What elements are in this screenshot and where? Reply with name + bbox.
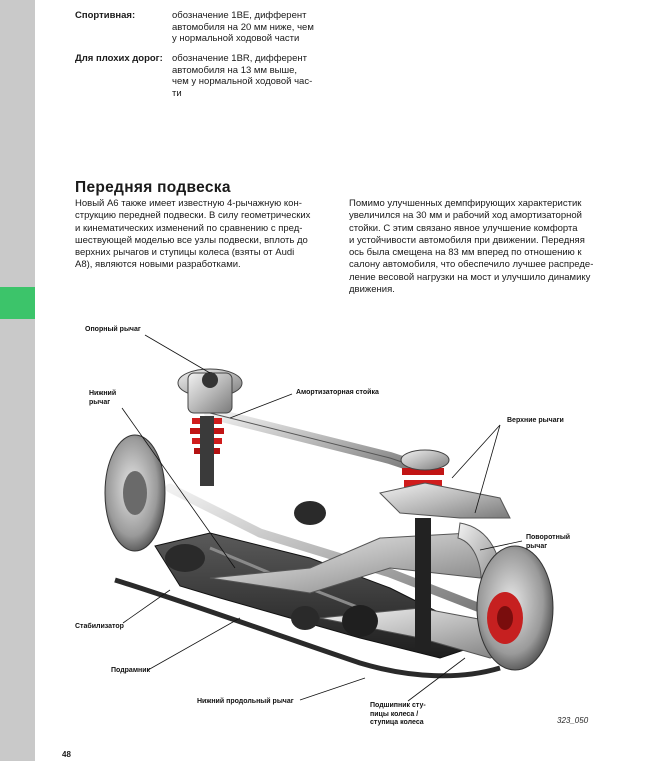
suspension-drawing	[60, 318, 635, 748]
label-line: Нижний	[89, 390, 117, 397]
paragraph-left	[75, 198, 323, 272]
spec-line: обозначение 1BE, дифферент	[172, 10, 307, 21]
text-line: верхних рычагов и ступицы колеса (взяты от Audi	[75, 247, 295, 259]
label-support-arm: Опорный рычаг	[85, 326, 141, 333]
label-steering-arm	[526, 534, 570, 551]
text-line: и кинематических изменений по сравнению с пред-	[75, 222, 303, 234]
chapter-tab	[0, 287, 35, 319]
text-line: шествующей моделью все узлы подвески, вплоть до	[75, 234, 308, 246]
label-subframe: Подрамник	[111, 667, 151, 674]
label-line: Поворотный	[526, 534, 571, 541]
text-line: Новый A6 также имеет известную 4-рычажную кон-	[75, 198, 302, 209]
text-line: Помимо улучшенных демпфирующих характеристик	[349, 198, 582, 209]
label-lower-long-arm: Нижний продольный рычаг	[197, 698, 294, 705]
figure-number: 323_050	[557, 716, 589, 725]
section-heading: Передняя подвеска	[75, 179, 231, 196]
spec-line: ти	[172, 87, 182, 99]
label-line: рычаг	[89, 398, 111, 406]
text-line: струкцию передней подвески. В силу геометрических	[75, 210, 311, 222]
text-line: стойки. С этим связано явное улучшение комфорта	[349, 222, 578, 234]
spec-key: Для плохих дорог:	[75, 53, 163, 64]
label-line: ступица колеса	[370, 719, 424, 726]
page-side-strip	[0, 0, 35, 761]
spec-line: автомобиля на 20 мм ниже, чем	[172, 21, 314, 33]
spec-line: чем у нормальной ходовой час-	[172, 76, 313, 87]
label-stabilizer: Стабилизатор	[75, 623, 124, 630]
text-line: A8), являются новыми разработками.	[75, 259, 241, 271]
paragraph-right	[349, 198, 607, 296]
label-hub-bearing	[370, 702, 426, 728]
text-line: ление весовой нагрузки на мост и улучшило динамику	[349, 271, 591, 283]
spec-key: Спортивная:	[75, 10, 136, 21]
text-line: ось была смещена на 83 мм вперед по отношению к	[349, 247, 582, 259]
spec-value	[172, 10, 322, 45]
spec-line: обозначение 1BR, дифферент	[172, 53, 307, 64]
page-number: 48	[62, 750, 71, 759]
right-strut	[415, 518, 431, 648]
label-line: Подшипник сту-	[370, 702, 426, 709]
text-line: и устойчивости автомобиля при движении. Передняя	[349, 234, 585, 246]
text-line: увеличился на 30 мм и рабочий ход амортизаторной	[349, 210, 582, 222]
text-line: салону автомобиля, что обеспечило лучшее распреде-	[349, 259, 594, 271]
label-lower-arm	[89, 390, 116, 407]
label-line: рычаг	[526, 542, 548, 550]
spec-value	[172, 53, 322, 99]
text-line: движения.	[349, 284, 395, 296]
spec-line: у нормальной ходовой части	[172, 33, 300, 44]
label-upper-arms: Верхние рычаги	[507, 417, 564, 424]
spec-line: автомобиля на 13 мм выше,	[172, 64, 298, 76]
suspension-illustration	[60, 318, 635, 748]
label-line: пицы колеса /	[370, 710, 419, 718]
label-strut: Амортизаторная стойка	[296, 389, 379, 396]
